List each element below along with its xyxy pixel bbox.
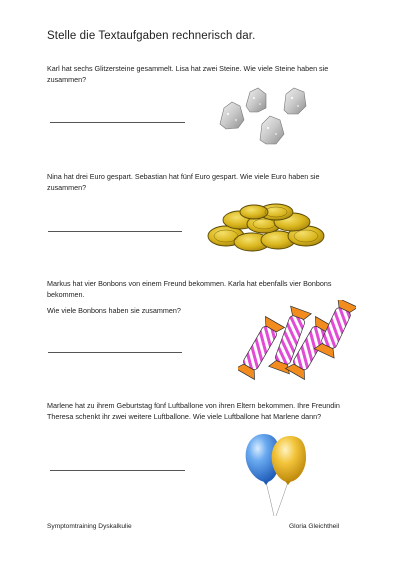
glitter-stones-icon — [212, 84, 312, 152]
euro-coins-icon — [206, 200, 331, 252]
task-4-text: Marlene hat zu ihrem Geburtstag fünf Luftballone von ihren Eltern bekommen. Ihre Freundin Theresa schenkt ihr zwei weitere Luftballone. Wie viele Luftballone hat Marlene dann? — [47, 401, 340, 421]
task-3-question: Wie viele Bonbons haben sie zusammen? — [47, 306, 181, 315]
worksheet-title: Stelle die Textaufgaben rechnerisch dar. — [47, 30, 256, 42]
task-3-text: Markus hat vier Bonbons von einem Freund bekommen. Karla hat ebenfalls vier Bonbons bekommen. — [47, 279, 332, 299]
task-1-text: Karl hat sechs Glitzersteine gesammelt. Lisa hat zwei Steine. Wie viele Steine haben sie zusammen? — [47, 64, 329, 84]
wrapped-candies-icon — [238, 300, 356, 382]
task-4-answer-line — [50, 470, 185, 471]
footer-right: Gloria Gleichtheil — [289, 523, 340, 530]
task-1-answer-line — [50, 122, 185, 123]
task-3-answer-line — [48, 352, 182, 353]
task-2-text: Nina hat drei Euro gespart. Sebastian hat fünf Euro gespart. Wie viele Euro haben sie zusammen? — [47, 172, 320, 192]
balloons-icon — [240, 430, 320, 520]
task-2-answer-line — [48, 231, 182, 232]
footer-left: Symptomtraining Dyskalkulie — [47, 523, 132, 530]
